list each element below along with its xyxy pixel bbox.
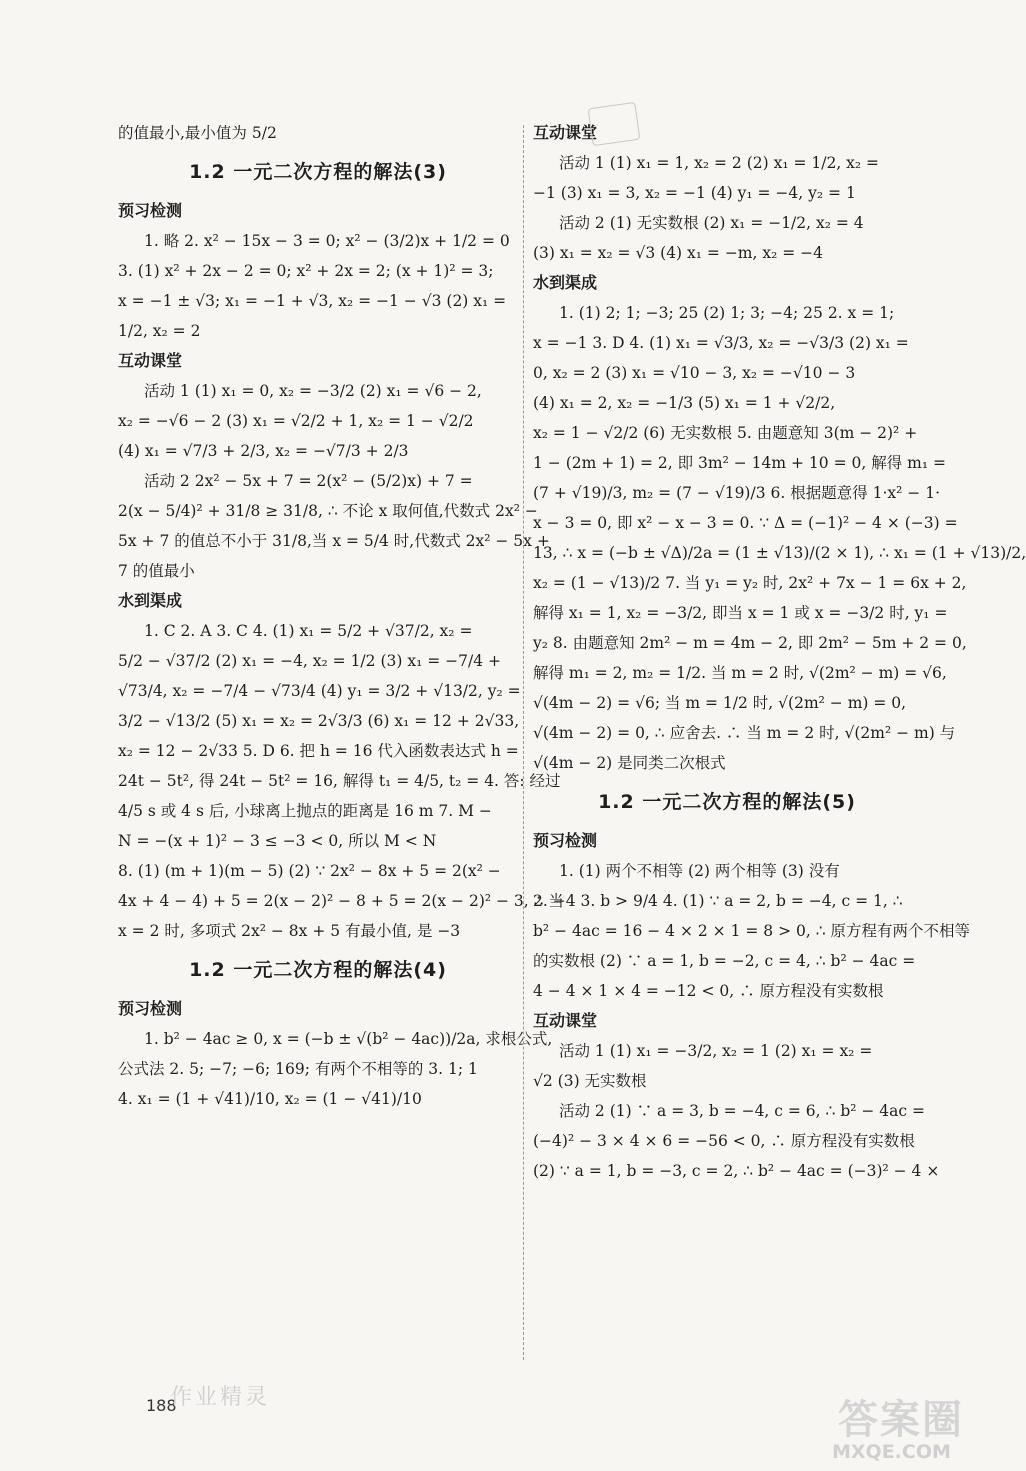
answer-line: x₂ = 12 − 2√33 5. D 6. 把 h = 16 代入函数表达式 h = — [118, 742, 519, 760]
watermark-url: MXQE.COM — [832, 1441, 951, 1463]
answer-line: 的实数根 (2) ∵ a = 1, b = −2, c = 4, ∴ b² − 4ac = — [533, 952, 916, 970]
answer-line: 3. (1) x² + 2x − 2 = 0; x² + 2x = 2; (x + 1)² = 3; — [118, 262, 494, 280]
answer-line: x₂ = −√6 − 2 (3) x₁ = √2/2 + 1, x₂ = 1 − √2/2 — [118, 412, 474, 430]
answer-line: 4/5 s 或 4 s 后, 小球离上抛点的距离是 16 m 7. M − — [118, 802, 492, 820]
subsection-heading: 互动课堂 — [533, 1011, 598, 1030]
answer-line: x − 3 = 0, 即 x² − x − 3 = 0. ∵ Δ = (−1)² − 4 × (−3) = — [533, 514, 958, 532]
answer-line: −1 (3) x₁ = 3, x₂ = −1 (4) y₁ = −4, y₂ = 1 — [533, 184, 856, 202]
answer-line: 24t − 5t², 得 24t − 5t² = 16, 解得 t₁ = 4/5, t₂ = 4. 答: 经过 — [118, 772, 561, 790]
watermark-logo: 答案圈 — [838, 1397, 964, 1443]
answer-line: 1. (1) 2; 1; −3; 25 (2) 1; 3; −4; 25 2. x = 1; — [559, 304, 895, 322]
answer-line: x = −1 3. D 4. (1) x₁ = √3/3, x₂ = −√3/3 (2) x₁ = — [533, 334, 909, 352]
answer-line: (7 + √19)/3, m₂ = (7 − √19)/3 6. 根据题意得 1·x² − 1· — [533, 484, 941, 502]
answer-line: √(4m − 2) = 0, ∴ 应舍去. ∴ 当 m = 2 时, √(2m² − m) 与 — [533, 724, 956, 742]
section-title: 1.2 一元二次方程的解法(5) — [598, 791, 856, 813]
right-column — [533, 118, 1026, 1186]
subsection-heading: 水到渠成 — [533, 273, 598, 292]
answer-line: 4x + 4 − 4) + 5 = 2(x − 2)² − 8 + 5 = 2(x − 2)² − 3, ∴ 当 — [118, 892, 564, 910]
answer-line: 0, x₂ = 2 (3) x₁ = √10 − 3, x₂ = −√10 − 3 — [533, 364, 856, 382]
answer-line: √(4m − 2) = √6; 当 m = 1/2 时, √(2m² − m) = 0, — [533, 694, 907, 712]
answer-line: 2(x − 5/4)² + 31/8 ≥ 31/8, ∴ 不论 x 取何值,代数式 2x² − — [118, 502, 538, 520]
page-number: 188 — [146, 1396, 177, 1415]
answer-line: 解得 m₁ = 2, m₂ = 1/2. 当 m = 2 时, √(2m² − m) = √6, — [533, 664, 947, 682]
subsection-heading: 预习检测 — [118, 999, 183, 1018]
answer-line: x₂ = (1 − √13)/2 7. 当 y₁ = y₂ 时, 2x² + 7x − 1 = 6x + 2, — [533, 574, 967, 592]
answer-line: 活动 2 (1) 无实数根 (2) x₁ = −1/2, x₂ = 4 — [559, 214, 864, 232]
answer-line: y₂ 8. 由题意知 2m² − m = 4m − 2, 即 2m² − 5m + 2 = 0, — [533, 634, 967, 652]
section-title: 1.2 一元二次方程的解法(4) — [189, 959, 447, 981]
answer-line: 1. C 2. A 3. C 4. (1) x₁ = 5/2 + √37/2, x₂ = — [144, 622, 473, 640]
stamp-mark — [588, 102, 641, 146]
watermark-left: 作业精灵 — [170, 1385, 271, 1410]
answer-line: x = 2 时, 多项式 2x² − 8x + 5 有最小值, 是 −3 — [118, 922, 461, 940]
answer-line: 7 的值最小 — [118, 562, 195, 580]
answer-line: 1 − (2m + 1) = 2, 即 3m² − 14m + 10 = 0, 解得 m₁ = — [533, 454, 946, 472]
answer-line: 活动 1 (1) x₁ = −3/2, x₂ = 1 (2) x₁ = x₂ = — [559, 1042, 873, 1060]
answer-line: 5x + 7 的值总不小于 31/8,当 x = 5/4 时,代数式 2x² − 5x + — [118, 532, 550, 550]
answer-line: 1. b² − 4ac ≥ 0, x = (−b ± √(b² − 4ac))/2a, 求根公式, — [144, 1030, 553, 1048]
answer-line: 1. (1) 两个不相等 (2) 两个相等 (3) 没有 — [559, 862, 840, 880]
subsection-heading: 互动课堂 — [118, 351, 183, 370]
answer-line: 13, ∴ x = (−b ± √Δ)/2a = (1 ± √13)/(2 × 1), ∴ x₁ = (1 + √13)/2, — [533, 544, 1026, 562]
answer-line: 活动 1 (1) x₁ = 1, x₂ = 2 (2) x₁ = 1/2, x₂ = — [559, 154, 880, 172]
answer-line: 3/2 − √13/2 (5) x₁ = x₂ = 2√3/3 (6) x₁ = 12 + 2√33, — [118, 712, 520, 730]
answer-line: b² − 4ac = 16 − 4 × 2 × 1 = 8 > 0, ∴ 原方程有两个不相等 — [533, 922, 970, 940]
answer-line: 解得 x₁ = 1, x₂ = −3/2, 即当 x = 1 或 x = −3/2 时, y₁ = — [533, 604, 948, 622]
answer-line: (4) x₁ = 2, x₂ = −1/3 (5) x₁ = 1 + √2/2, — [533, 394, 836, 412]
answer-line: 4. x₁ = (1 + √41)/10, x₂ = (1 − √41)/10 — [118, 1090, 422, 1108]
answer-line: √2 (3) 无实数根 — [533, 1072, 647, 1090]
answer-line: (−4)² − 3 × 4 × 6 = −56 < 0, ∴ 原方程没有实数根 — [533, 1132, 915, 1150]
section-title: 1.2 一元二次方程的解法(3) — [189, 161, 447, 183]
answer-line: √(4m − 2) 是同类二次根式 — [533, 754, 726, 772]
subsection-heading: 预习检测 — [118, 201, 183, 220]
answer-line: 4 − 4 × 1 × 4 = −12 < 0, ∴ 原方程没有实数根 — [533, 982, 884, 1000]
answer-line: 1/2, x₂ = 2 — [118, 322, 201, 340]
answer-line: 的值最小,最小值为 5/2 — [118, 124, 277, 142]
answer-line: (4) x₁ = √7/3 + 2/3, x₂ = −√7/3 + 2/3 — [118, 442, 409, 460]
answer-line: 5/2 − √37/2 (2) x₁ = −4, x₂ = 1/2 (3) x₁ = −7/4 + — [118, 652, 501, 670]
answer-line: 公式法 2. 5; −7; −6; 169; 有两个不相等的 3. 1; 1 — [118, 1060, 478, 1078]
answer-line: 2. −4 3. b > 9/4 4. (1) ∵ a = 2, b = −4, c = 1, ∴ — [533, 892, 903, 910]
answer-line: 8. (1) (m + 1)(m − 5) (2) ∵ 2x² − 8x + 5 = 2(x² − — [118, 862, 501, 880]
answer-line: N = −(x + 1)² − 3 ≤ −3 < 0, 所以 M < N — [118, 832, 437, 850]
answer-line: 活动 2 (1) ∵ a = 3, b = −4, c = 6, ∴ b² − 4ac = — [559, 1102, 925, 1120]
answer-line: x₂ = 1 − √2/2 (6) 无实数根 5. 由题意知 3(m − 2)² + — [533, 424, 918, 442]
column-divider — [523, 125, 524, 1360]
answer-line: √73/4, x₂ = −7/4 − √73/4 (4) y₁ = 3/2 + √13/2, y₂ = — [118, 682, 521, 700]
answer-line: 活动 1 (1) x₁ = 0, x₂ = −3/2 (2) x₁ = √6 − 2, — [144, 382, 482, 400]
answer-line: 1. 略 2. x² − 15x − 3 = 0; x² − (3/2)x + 1/2 = 0 — [144, 232, 510, 250]
subsection-heading: 预习检测 — [533, 831, 598, 850]
answer-line: (3) x₁ = x₂ = √3 (4) x₁ = −m, x₂ = −4 — [533, 244, 824, 262]
answer-line: (2) ∵ a = 1, b = −3, c = 2, ∴ b² − 4ac = (−3)² − 4 × — [533, 1162, 940, 1180]
answer-line: x = −1 ± √3; x₁ = −1 + √3, x₂ = −1 − √3 (2) x₁ = — [118, 292, 507, 310]
subsection-heading: 水到渠成 — [118, 591, 183, 610]
answer-line: 活动 2 2x² − 5x + 7 = 2(x² − (5/2)x) + 7 = — [144, 472, 473, 490]
subsection-heading: 互动课堂 — [533, 123, 598, 142]
left-column — [118, 118, 564, 1114]
